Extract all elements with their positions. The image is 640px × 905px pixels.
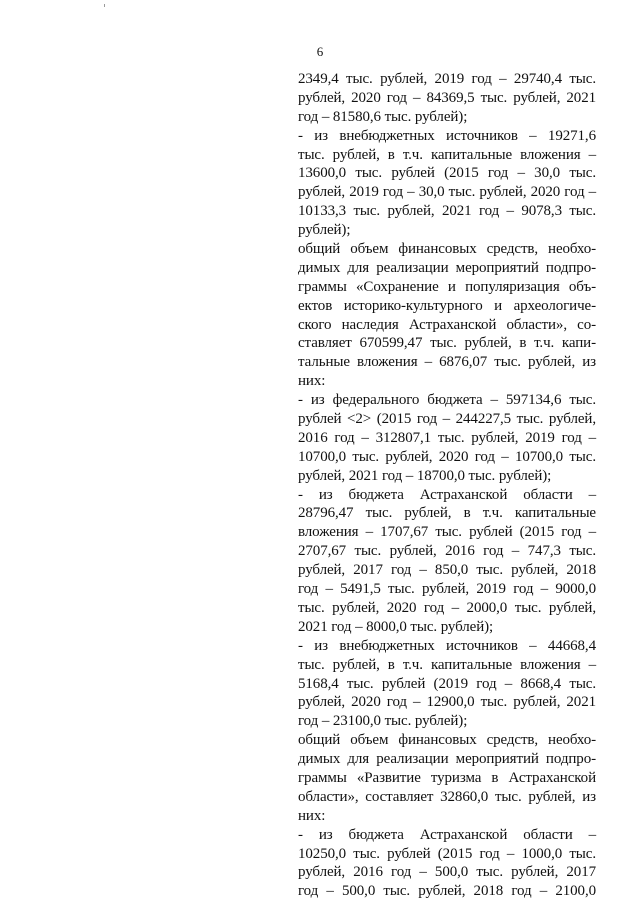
text-line: год – 500,0 тыс. рублей, 2018 год – 2100,0 (298, 883, 596, 900)
text-line: год – 23100,0 тыс. рублей); (298, 713, 468, 730)
page-number: 6 (316, 44, 324, 59)
text-line: 10133,3 тыс. рублей, 2021 год – 9078,3 тыс. (298, 203, 596, 220)
text-line: - из федерального бюджета – 597134,6 тыс. (298, 392, 596, 409)
text-line: рублей, 2021 год – 18700,0 тыс. рублей); (298, 467, 552, 484)
text-line: 13600,0 тыс. рублей (2015 год – 30,0 тыс. (298, 165, 596, 182)
text-line: - из внебюджетных источников – 44668,4 (298, 637, 596, 654)
text-line: граммы «Сохранение и популяризация объ- (298, 278, 596, 295)
text-line: димых для реализации мероприятий подпро- (298, 751, 596, 768)
text-line: тальные вложения – 6876,07 тыс. рублей, из (298, 354, 596, 371)
text-line: 28796,47 тыс. рублей, в т.ч. капитальные (298, 505, 596, 522)
text-line: - из внебюджетных источников – 19271,6 (298, 127, 596, 144)
text-line: 2016 год – 312807,1 тыс. рублей, 2019 год – (298, 429, 596, 446)
text-line: общий объем финансовых средств, необхо- (298, 241, 596, 258)
text-line: общий объем финансовых средств, необхо- (298, 732, 596, 749)
text-line: год – 81580,6 тыс. рублей); (298, 108, 468, 125)
text-line: граммы «Развитие туризма в Астраханской (298, 769, 596, 786)
text-line: тыс. рублей, в т.ч. капитальные вложения – (298, 656, 596, 673)
text-line: димых для реализации мероприятий подпро- (298, 259, 596, 276)
text-line: 10250,0 тыс. рублей (2015 год – 1000,0 тыс. (298, 845, 596, 862)
body-text-column (298, 70, 596, 901)
text-line: рублей); (298, 222, 351, 239)
text-line: - из бюджета Астраханской области – (298, 486, 596, 503)
text-line: ектов историко-культурного и археологиче- (298, 297, 596, 314)
text-line: - из бюджета Астраханской области – (298, 826, 596, 843)
text-line: тыс. рублей, 2020 год – 2000,0 тыс. рублей, (298, 599, 596, 616)
text-line: рублей, 2019 год – 30,0 тыс. рублей, 2020 год – (298, 184, 596, 201)
text-line: 2349,4 тыс. рублей, 2019 год – 29740,4 тыс. (298, 71, 596, 87)
text-line: ского наследия Астраханской области», со- (298, 316, 596, 333)
text-line: вложения – 1707,67 тыс. рублей (2015 год – (298, 524, 596, 541)
text-line: 5168,4 тыс. рублей (2019 год – 8668,4 тыс. (298, 675, 596, 692)
text-line: рублей, 2020 год – 84369,5 тыс. рублей, 2021 (298, 89, 596, 106)
text-line: рублей <2> (2015 год – 244227,5 тыс. рублей, (298, 411, 596, 428)
text-line: тыс. рублей, в т.ч. капитальные вложения – (298, 146, 596, 163)
text-line: области», составляет 32860,0 тыс. рублей, из (298, 788, 596, 805)
text-line: год – 5491,5 тыс. рублей, 2019 год – 9000,0 (298, 581, 596, 598)
text-line: них: (298, 807, 326, 824)
text-line: рублей, 2017 год – 850,0 тыс. рублей, 2018 (298, 562, 596, 579)
text-line: рублей, 2020 год – 12900,0 тыс. рублей, 2021 (298, 694, 596, 711)
text-line: 2021 год – 8000,0 тыс. рублей); (298, 618, 494, 635)
text-line: ставляет 670599,47 тыс. рублей, в т.ч. капи- (298, 335, 596, 352)
scan-artifact (104, 4, 105, 7)
text-line: них: (298, 373, 326, 390)
text-line: 2707,67 тыс. рублей, 2016 год – 747,3 тыс. (298, 543, 596, 560)
text-line: 10700,0 тыс. рублей, 2020 год – 10700,0 тыс. (298, 448, 596, 465)
text-line: рублей, 2016 год – 500,0 тыс. рублей, 2017 (298, 864, 596, 881)
